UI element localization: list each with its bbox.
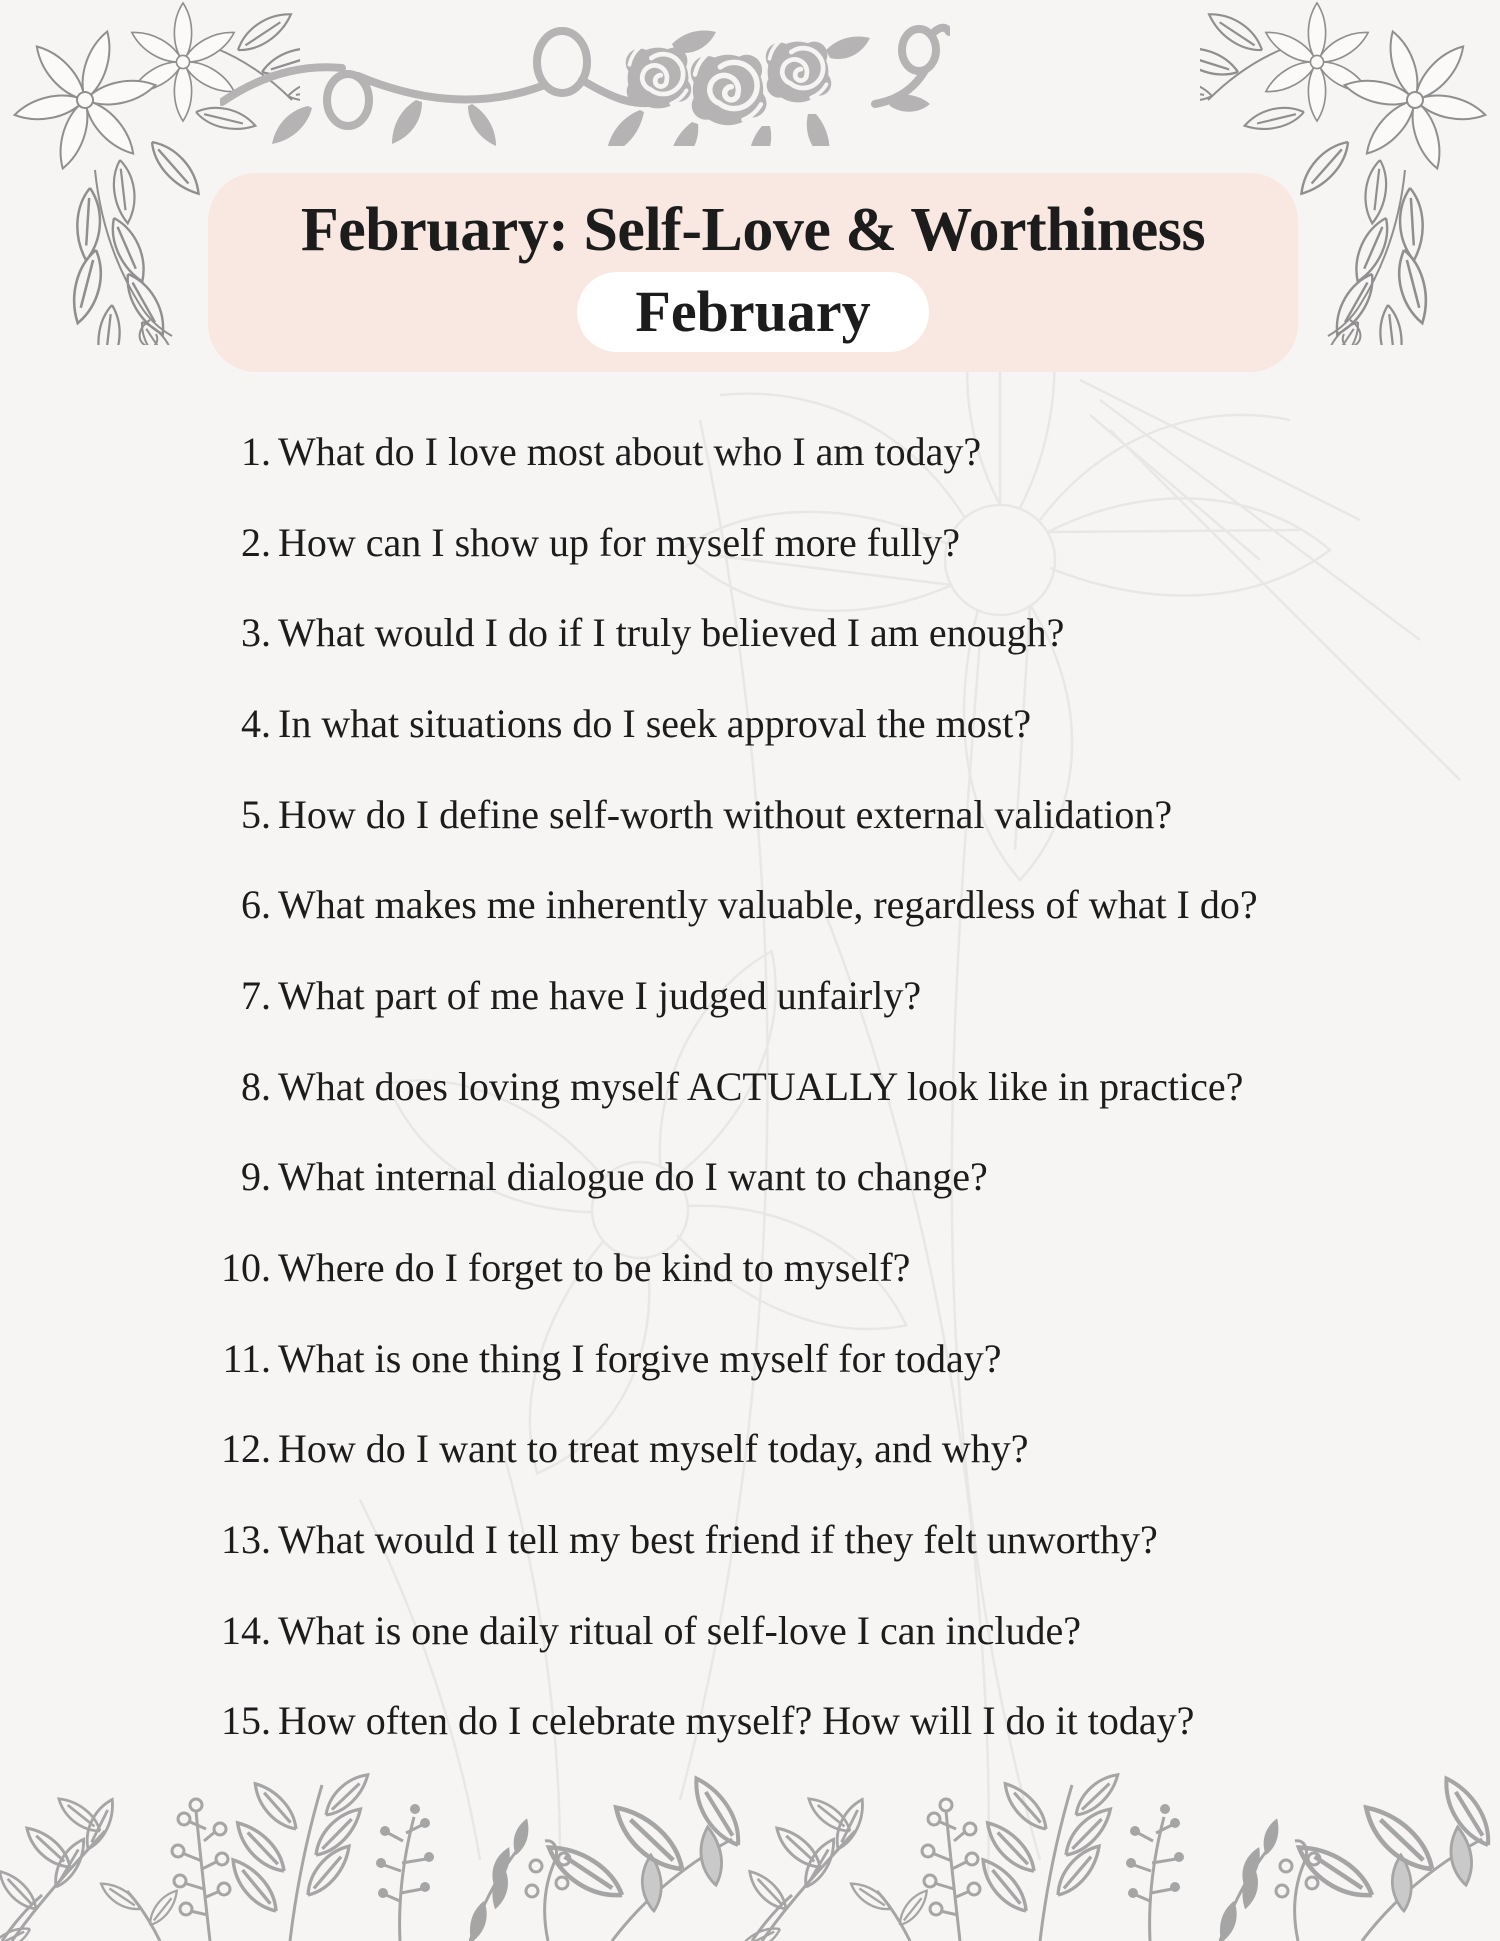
item-number: 12. (221, 1426, 271, 1472)
list-item (195, 1494, 1325, 1585)
list-item (195, 769, 1325, 860)
item-text: What is one daily ritual of self-love I can include? (278, 1607, 1082, 1653)
item-text: In what situations do I seek approval the most? (278, 700, 1032, 746)
item-number: 13. (221, 1517, 271, 1563)
list-item (195, 859, 1325, 950)
list-item (195, 406, 1325, 497)
item-number: 8. (241, 1063, 271, 1109)
item-number: 7. (241, 972, 271, 1018)
list-item (195, 587, 1325, 678)
item-number: 14. (221, 1607, 271, 1653)
list-item (195, 497, 1325, 588)
item-text: What makes me inherently valuable, regardless of what I do? (278, 882, 1258, 928)
item-text: How do I want to treat myself today, and why? (278, 1426, 1029, 1472)
list-item (195, 1585, 1325, 1676)
header-box (208, 173, 1298, 372)
list-item (195, 1041, 1325, 1132)
item-text: How can I show up for myself more fully? (278, 519, 961, 565)
list-item (195, 1404, 1325, 1495)
item-text: Where do I forget to be kind to myself? (278, 1245, 911, 1291)
item-number: 5. (241, 791, 271, 837)
item-number: 10. (221, 1245, 271, 1291)
item-text: How do I define self-worth without external validation? (278, 791, 1173, 837)
item-number: 15. (221, 1698, 271, 1744)
item-number: 3. (241, 610, 271, 656)
list-item (195, 1222, 1325, 1313)
item-text: What part of me have I judged unfairly? (278, 972, 922, 1018)
item-number: 9. (241, 1154, 271, 1200)
item-text: What is one thing I forgive myself for today? (278, 1335, 1002, 1381)
item-number: 6. (241, 882, 271, 928)
botanical-bottom-border-icon (0, 1769, 1500, 1941)
item-number: 1. (241, 428, 271, 474)
rose-vine-divider-icon (220, 6, 950, 146)
item-text: What would I do if I truly believed I am enough? (278, 610, 1065, 656)
item-text: What do I love most about who I am today? (278, 428, 982, 474)
item-number: 2. (241, 519, 271, 565)
list-item (195, 678, 1325, 769)
list-item (195, 1132, 1325, 1223)
item-text: What does loving myself ACTUALLY look like in practice? (278, 1063, 1244, 1109)
rose-icon (626, 46, 692, 109)
list-item (195, 950, 1325, 1041)
rose-icon (691, 53, 767, 126)
prompt-list (195, 406, 1325, 1766)
item-text: How often do I celebrate myself? How will I do it today? (278, 1698, 1195, 1744)
list-item (195, 1313, 1325, 1404)
item-text: What would I tell my best friend if they felt unworthy? (278, 1517, 1158, 1563)
item-text: What internal dialogue do I want to change? (278, 1154, 988, 1200)
month-badge: February (577, 272, 928, 352)
rose-icon (766, 40, 832, 103)
page-title: February: Self-Love & Worthiness (300, 196, 1206, 264)
item-number: 11. (222, 1335, 271, 1381)
item-number: 4. (241, 700, 271, 746)
list-item (195, 1676, 1325, 1767)
